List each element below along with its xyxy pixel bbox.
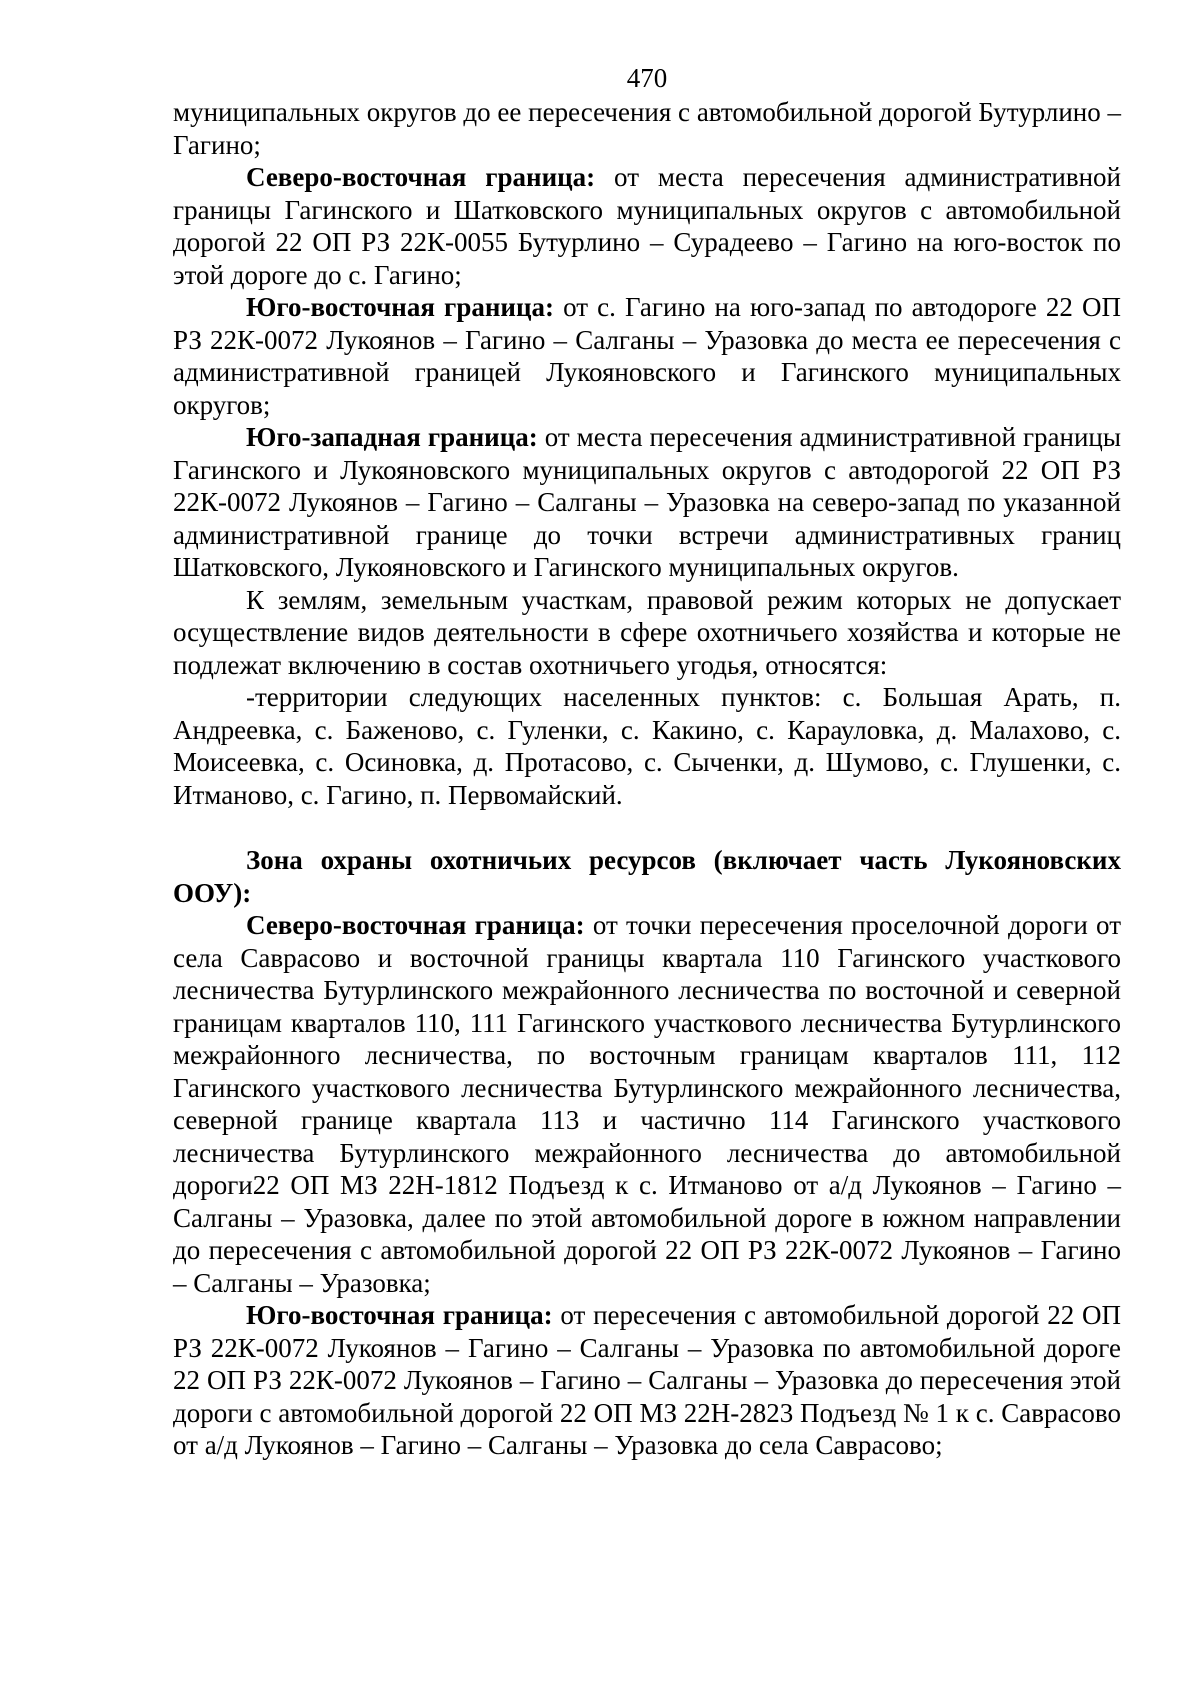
paragraph-lead: Юго-восточная граница: [246,1300,553,1330]
paragraph-southeast-border [173,291,1121,421]
paragraph-lead: Юго-восточная граница: [246,292,554,322]
paragraph-text: К землям, земельным участкам, правовой режим которых не допускает осуществление видов деятельности в сфере охотничьего хозяйства и которые не подлежат включению в состав охотничьего угодья, относятся: [173,584,1121,680]
paragraph-continuation [173,96,1121,161]
paragraph-excluded-lands [173,584,1121,682]
paragraph-lead: Северо-восточная граница: [246,162,596,192]
paragraph-text: от пересечения с автомобильной дорогой 22 ОП РЗ 22К-0072 Лукоянов – Гагино – Салганы – Уразовка по автомобильной дороге 22 ОП РЗ 22К-0072 Лукоянов – Гагино – Салганы – Уразовка до пересечения этой дороги с автомобильной дорогой 22 ОП МЗ 22Н-2823 Подъезд № 1 к с. Саврасово от а/д Лукоянов – Гагино – Салганы – Уразовка до села Саврасово; [173,1300,1121,1460]
paragraph-text: от места пересечения административной границы Гагинского и Шатковского муниципальных округов с автомобильной дорогой 22 ОП РЗ 22К-0055 Бутурлино – Сурадеево – Гагино на юго-восток по этой дороге до с. Гагино; [173,162,1122,290]
paragraph-lead: Северо-восточная граница: [246,910,585,940]
paragraph-text: муниципальных округов до ее пересечения с автомобильной дорогой Бутурлино – Гагино; [173,97,1121,160]
paragraph-text: от с. Гагино на юго-запад по автодороге 22 ОП РЗ 22К-0072 Лукоянов – Гагино – Салганы – Уразовка до места ее пересечения с административной границей Лукояновского и Гагинского муниципальных округов; [173,292,1121,420]
paragraph-zone-northeast-border [173,909,1121,1299]
paragraph-northeast-border [173,161,1121,291]
section-heading: Зона охраны охотничьих ресурсов (включает часть Лукояновских ООУ): [173,845,1121,908]
document-page [173,62,1121,1462]
paragraph-southwest-border [173,421,1121,584]
section-spacer [173,811,1121,844]
paragraph-lead: Юго-западная граница: [246,422,538,452]
paragraph-zone-southeast-border [173,1299,1121,1462]
paragraph-text: от точки пересечения проселочной дороги от села Саврасово и восточной границы квартала 110 Гагинского участкового лесничества Бутурлинского межрайонного лесничества по восточной и северной границам кварталов 110, 111 Гагинского участкового лесничества Бутурлинского межрайонного лесничества, по восточным границам кварталов 111, 112 Гагинского участкового лесничества Бутурлинского межрайонного лесничества, северной границе квартала 113 и частично 114 Гагинского участкового лесничества Бутурлинского межрайонного лесничества до автомобильной дороги22 ОП МЗ 22Н-1812 Подъезд к с. Итманово от а/д Лукоянов – Гагино – Салганы – Уразовка, далее по этой автомобильной дороге в южном направлении до пересечения с автомобильной дорогой 22 ОП РЗ 22К-0072 Лукоянов – Гагино – Салганы – Уразовка; [173,910,1121,1298]
paragraph-text: от места пересечения административной границы Гагинского и Лукояновского муниципальных округов с автодорогой 22 ОП РЗ 22К-0072 Лукоянов – Гагино – Салганы – Уразовка на северо-запад по указанной административной границе до точки встречи административных границ Шатковского, Лукояновского и Гагинского муниципальных округов. [173,422,1121,582]
page-number: 470 [626,63,668,93]
paragraph-text: -территории следующих населенных пунктов: с. Большая Арать, п. Андреевка, с. Баженово, с. Гуленки, с. Какино, с. Карауловка, д. Малахово, с. Моисеевка, с. Осиновка, д. Протасово, с. Сыченки, д. Шумово, с. Глушенки, с. Итманово, с. Гагино, п. Первомайский. [173,682,1121,810]
paragraph-settlements-list [173,681,1121,811]
